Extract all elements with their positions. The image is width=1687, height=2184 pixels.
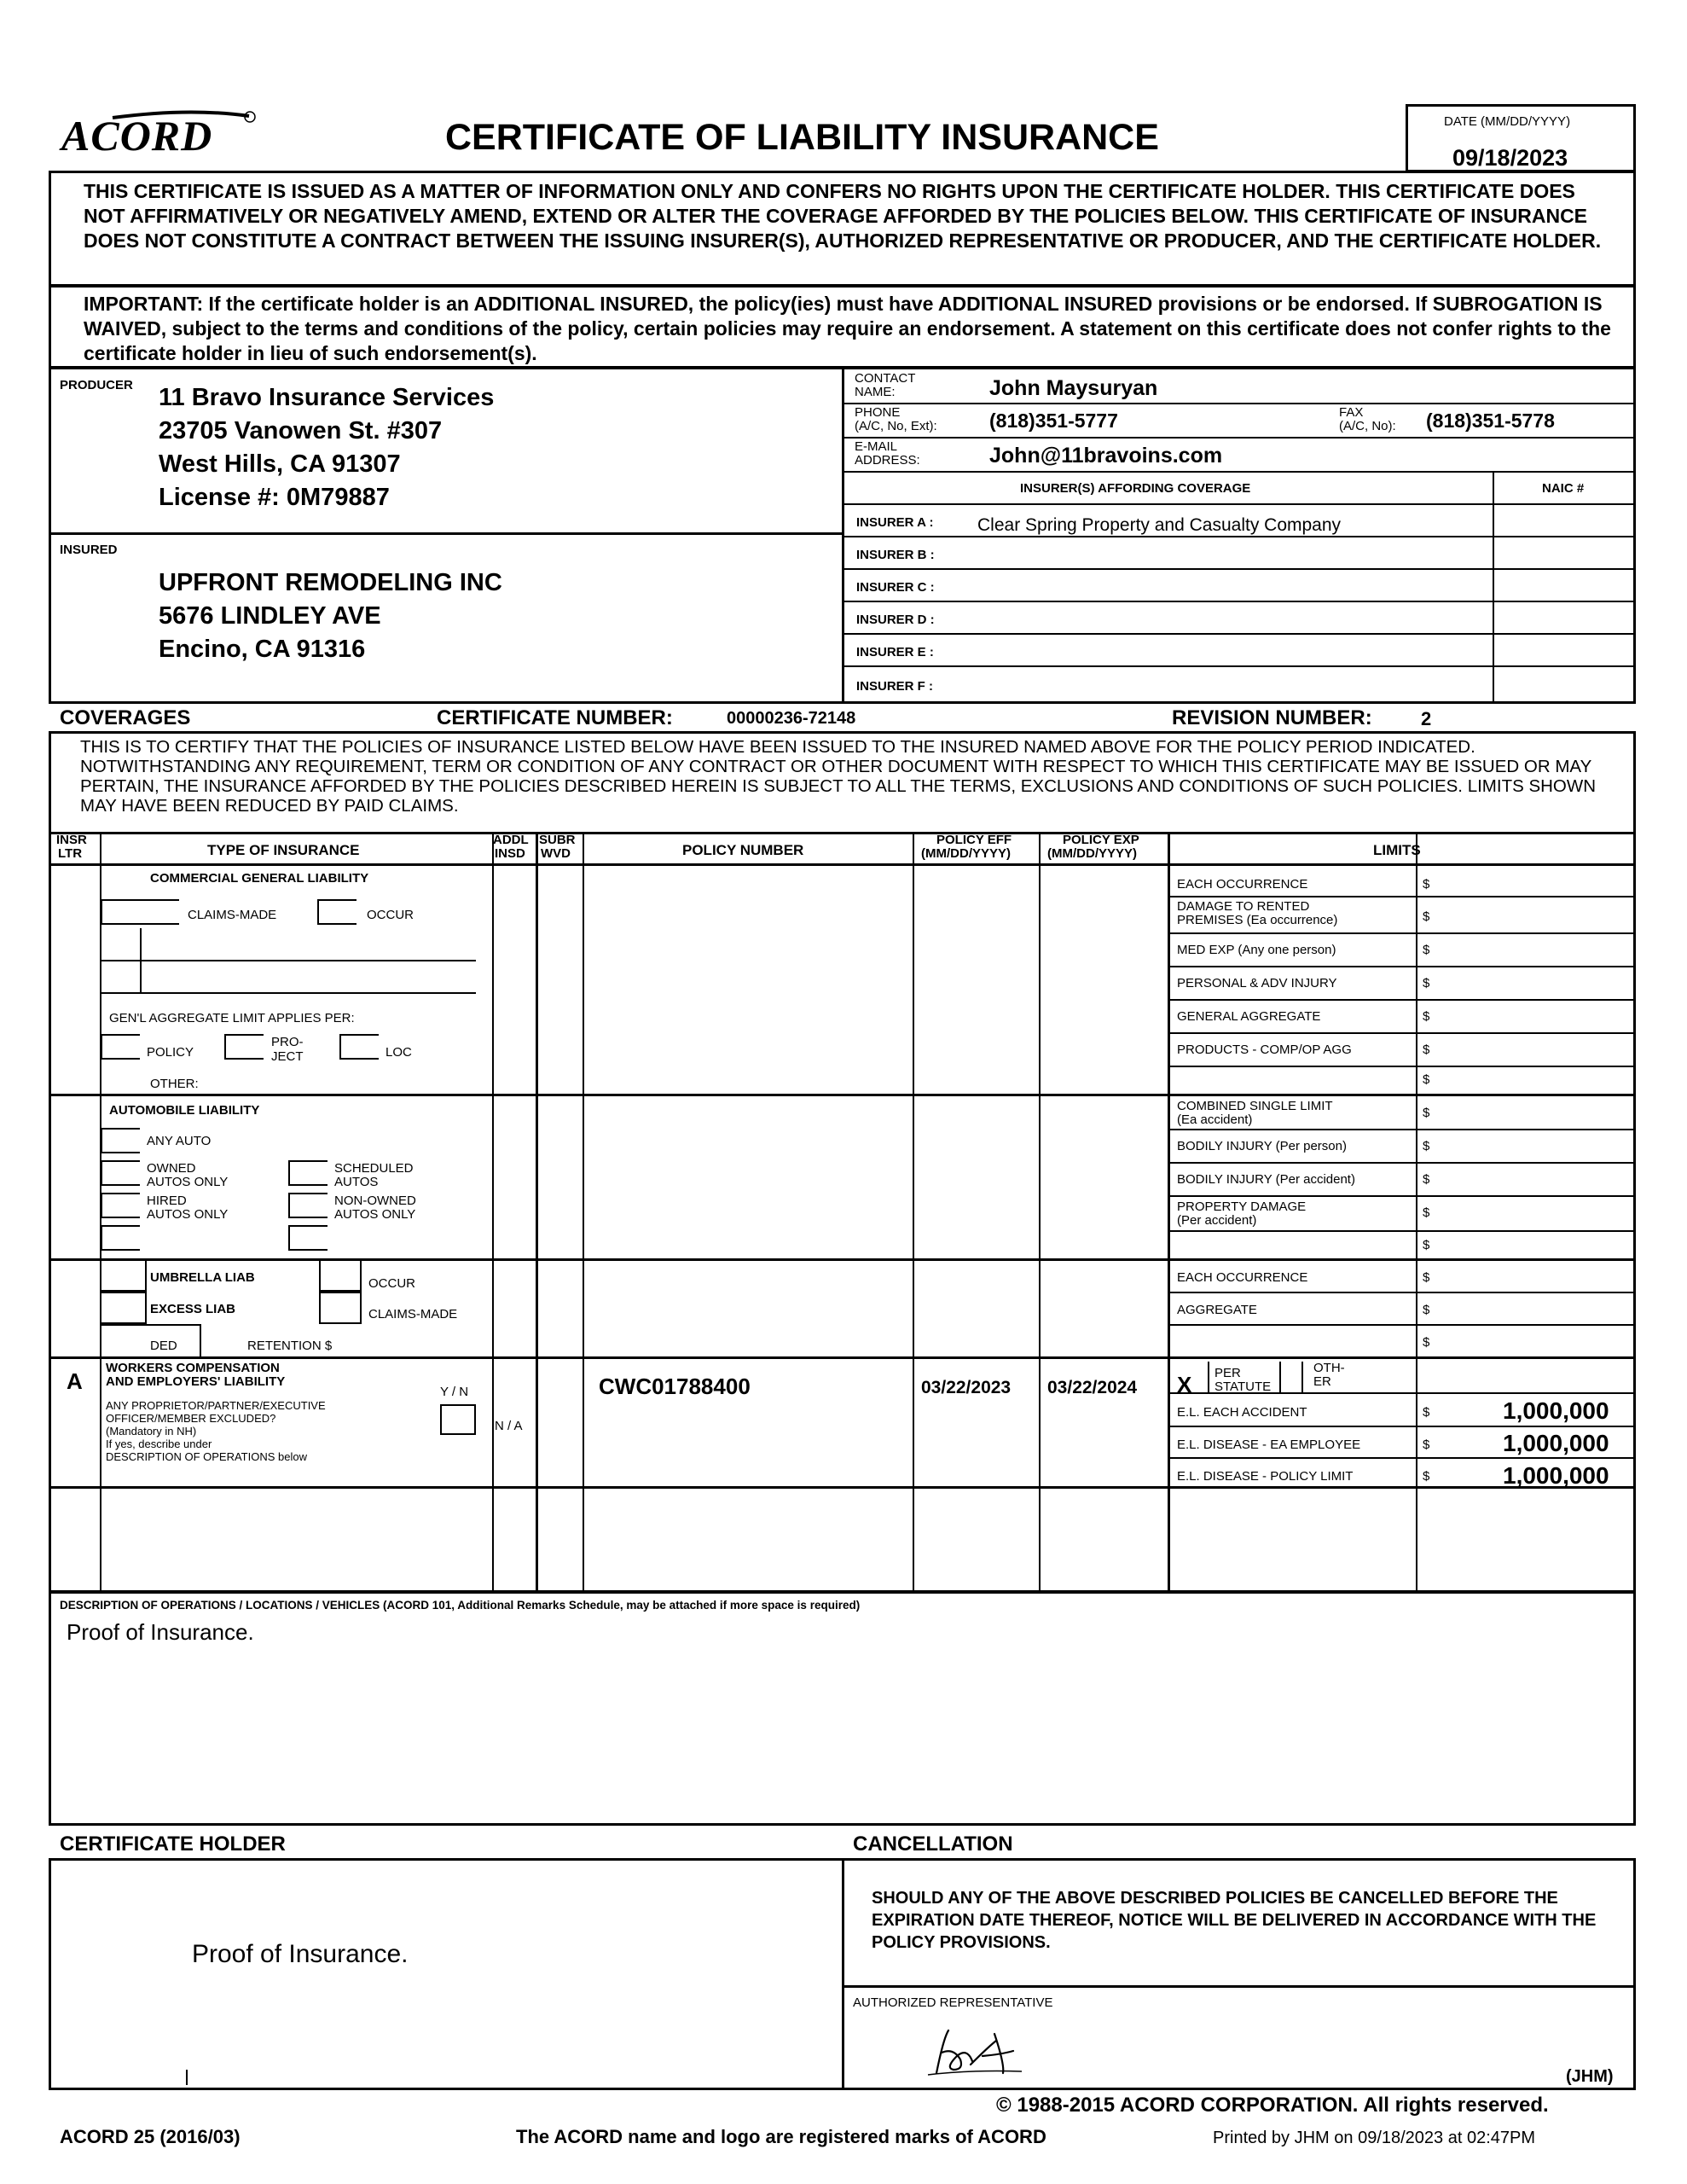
notice-text: THIS CERTIFICATE IS ISSUED AS A MATTER OF INFORMATION ONLY AND CONFERS NO RIGHTS UPON THE CERTIFICATE HOLDER. THIS CERTIFICATE DOES NOT AFFIRMATIVELY OR NEGATIVELY AMEND, EXTEND OR ALTER THE COVERAGE AFFORDED BY THE POLICIES BELOW. THIS CERTIFICATE OF INSURANCE DOES NOT CONSTITUTE A CONTRACT BETWEEN THE ISSUING INSURER(S), AUTHORIZED REPRESENTATIVE OR PRODUCER, AND THE CERTIFICATE HOLDER.: [84, 180, 1602, 252]
insured-address1: 5676 LINDLEY AVE: [159, 602, 381, 630]
wc-limit-policy-limit: E.L. DISEASE - POLICY LIMIT: [1177, 1469, 1354, 1484]
auto-limit-bi-accident: BODILY INJURY (Per accident): [1177, 1172, 1355, 1187]
gl-limit-line-6: [1168, 1066, 1636, 1067]
contact-line-3: [844, 471, 1636, 473]
col-subr: [536, 832, 538, 1593]
auto-limit-line-3: [1168, 1195, 1636, 1197]
owned-autos-label-1: OWNED: [147, 1161, 196, 1176]
revision-label: REVISION NUMBER:: [1172, 706, 1372, 729]
header-subr-1: SUBR: [539, 833, 576, 847]
header-exp-2: (MM/DD/YYYY): [1047, 846, 1137, 861]
occur-label: OCCUR: [367, 908, 414, 922]
oth-divider-a: [1301, 1362, 1303, 1394]
section-wc-blank: [49, 1486, 1636, 1489]
wc-dollar-2: $: [1423, 1438, 1430, 1452]
gl-limit-line-2: [1168, 932, 1636, 934]
gl-limit-line-1: [1168, 896, 1636, 897]
oth-label-2: ER: [1313, 1374, 1331, 1389]
nonowned-autos-label-1: NON-OWNED: [334, 1194, 416, 1208]
notice-box: [49, 171, 1636, 287]
insurer-d-label: INSURER D :: [856, 613, 935, 627]
printed-by: Printed by JHM on 09/18/2023 at 02:47PM: [1213, 2129, 1536, 2147]
insurer-line-2: [844, 568, 1636, 570]
producer-license: License #: 0M79887: [159, 484, 390, 511]
auto-limit-pd-2: (Per accident): [1177, 1213, 1257, 1228]
retention-label: RETENTION $: [247, 1339, 333, 1353]
per-statute-divider-b: [1279, 1362, 1281, 1394]
per-statute-label-1: PER: [1215, 1366, 1241, 1380]
date-box: [1406, 104, 1636, 172]
wc-any-1: ANY PROPRIETOR/PARTNER/EXECUTIVE: [106, 1399, 326, 1412]
gl-limit-each-occurrence: EACH OCCURRENCE: [1177, 877, 1308, 892]
scheduled-autos-label-2: AUTOS: [334, 1175, 379, 1189]
header-addl-2: INSD: [495, 846, 525, 861]
contact-line-2: [844, 437, 1636, 439]
gl-limit-line-5: [1168, 1032, 1636, 1034]
hired-autos-checkbox[interactable]: [101, 1193, 140, 1218]
header-eff-2: (MM/DD/YYYY): [921, 846, 1011, 861]
contact-fax-label-1: FAX: [1339, 405, 1364, 420]
gl-agg-applies: GEN'L AGGREGATE LIMIT APPLIES PER:: [109, 1011, 355, 1025]
header-addl-1: ADDL: [493, 833, 529, 847]
insured-address2: Encino, CA 91316: [159, 636, 366, 663]
gl-limit-personal-adv: PERSONAL & ADV INJURY: [1177, 976, 1337, 990]
producer-insured-divider: [49, 532, 844, 535]
holder-mark: [186, 2070, 188, 2085]
gl-blank-divider: [140, 928, 142, 992]
wc-yn-label: Y / N: [440, 1385, 469, 1399]
nonowned-autos-checkbox[interactable]: [288, 1193, 328, 1218]
wc-limit-line-2: [1168, 1457, 1636, 1459]
table-header-bottom: [49, 863, 1636, 866]
wc-each-accident-value: 1,000,000: [1503, 1397, 1609, 1424]
umbrella-occur-checkbox[interactable]: [319, 1261, 362, 1292]
contact-phone-label-2: (A/C, No, Ext):: [855, 419, 937, 433]
auto-limit-csl-2: (Ea accident): [1177, 1112, 1253, 1127]
agg-loc-checkbox[interactable]: [339, 1034, 379, 1060]
header-type: TYPE OF INSURANCE: [207, 842, 360, 858]
gl-blank-line-2: [101, 992, 476, 994]
wc-na-label: N / A: [495, 1419, 523, 1433]
table-header-top: [49, 832, 1636, 834]
section-umb-wc: [49, 1356, 1636, 1359]
copyright: © 1988-2015 ACORD CORPORATION. All rights reserved.: [996, 2094, 1549, 2117]
insured-label: INSURED: [60, 543, 118, 557]
auto-dollar-5: $: [1423, 1238, 1430, 1252]
header-policy-number: POLICY NUMBER: [682, 842, 804, 858]
gl-limit-damage-rented-2: PREMISES (Ea occurrence): [1177, 913, 1338, 927]
auto-dollar-3: $: [1423, 1172, 1430, 1187]
producer-address2: West Hills, CA 91307: [159, 450, 401, 478]
contact-name: John Maysuryan: [989, 376, 1158, 400]
excess-checkbox[interactable]: [101, 1292, 147, 1324]
cert-number: 00000236-72148: [727, 709, 856, 728]
umbrella-claims-made-label: CLAIMS-MADE: [368, 1307, 458, 1321]
wc-ea-employee-value: 1,000,000: [1503, 1430, 1609, 1456]
contact-phone-label-1: PHONE: [855, 405, 901, 420]
contact-email: John@11bravoins.com: [989, 444, 1223, 468]
contact-name-label-1: CONTACT: [855, 371, 916, 386]
header-limits: LIMITS: [1373, 842, 1421, 858]
occur-checkbox[interactable]: [317, 899, 357, 925]
umb-limit-each-occurrence: EACH OCCURRENCE: [1177, 1270, 1308, 1285]
gl-limit-damage-rented-1: DAMAGE TO RENTED: [1177, 899, 1310, 914]
agg-project-checkbox[interactable]: [224, 1034, 264, 1060]
gl-dollar-2: $: [1423, 909, 1430, 924]
col-policy: [583, 832, 584, 1593]
gl-dollar-1: $: [1423, 877, 1430, 892]
agg-policy-label: POLICY: [147, 1045, 194, 1060]
col-eff: [913, 832, 914, 1593]
insurer-e-label: INSURER E :: [856, 645, 934, 659]
claims-made-label: CLAIMS-MADE: [188, 908, 277, 922]
excess-label: EXCESS LIAB: [150, 1302, 236, 1316]
col-limits: [1168, 832, 1170, 1593]
contact-line-4: [844, 503, 1636, 505]
auto-limit-line-4: [1168, 1230, 1636, 1232]
cancellation-label: CANCELLATION: [853, 1833, 1013, 1856]
holder-label: CERTIFICATE HOLDER: [60, 1833, 286, 1856]
holder-text: Proof of Insurance.: [192, 1940, 409, 1968]
wc-title-2: AND EMPLOYERS' LIABILITY: [106, 1374, 286, 1389]
umb-limit-aggregate: AGGREGATE: [1177, 1303, 1257, 1317]
agg-project-label-1: PRO-: [271, 1035, 304, 1049]
wc-limit-each-accident: E.L. EACH ACCIDENT: [1177, 1405, 1307, 1420]
description-box: [49, 1591, 1636, 1826]
umbrella-occur-label: OCCUR: [368, 1276, 415, 1291]
section-auto-umb: [49, 1258, 1636, 1261]
gl-dollar-6: $: [1423, 1043, 1430, 1057]
contact-fax-label-2: (A/C, No):: [1339, 419, 1396, 433]
contact-name-label-2: NAME:: [855, 385, 896, 399]
umb-dollar-1: $: [1423, 1270, 1430, 1285]
col-exp: [1039, 832, 1041, 1593]
any-auto-checkbox[interactable]: [101, 1128, 140, 1153]
gl-dollar-3: $: [1423, 943, 1430, 957]
coverages-label: COVERAGES: [60, 706, 191, 729]
umb-dollar-2: $: [1423, 1303, 1430, 1317]
auto-limit-line-1: [1168, 1129, 1636, 1130]
description-text: Proof of Insurance.: [67, 1619, 254, 1645]
owned-autos-label-2: AUTOS ONLY: [147, 1175, 229, 1189]
producer-address1: 23705 Vanowen St. #307: [159, 417, 443, 444]
registered-marks: The ACORD name and logo are registered marks of ACORD: [516, 2126, 1046, 2147]
claims-made-checkbox[interactable]: [101, 899, 179, 925]
auto-blank-checkbox-2[interactable]: [288, 1225, 328, 1251]
signature-icon: [919, 2022, 1039, 2078]
per-statute-divider-a: [1208, 1362, 1209, 1394]
agg-project-label-2: JECT: [271, 1049, 304, 1064]
auto-limit-bi-person: BODILY INJURY (Per person): [1177, 1139, 1347, 1153]
insurers-header: INSURER(S) AFFORDING COVERAGE: [1020, 481, 1251, 496]
wc-limit-line-0: [1168, 1392, 1636, 1394]
insurer-line-3: [844, 601, 1636, 602]
insurer-line-4: [844, 633, 1636, 635]
auto-dollar-2: $: [1423, 1139, 1430, 1153]
auto-dollar-1: $: [1423, 1106, 1430, 1120]
per-statute-mark: X: [1177, 1372, 1192, 1397]
umb-dollar-3: $: [1423, 1335, 1430, 1350]
insurer-line-1: [844, 536, 1636, 537]
umb-limit-line-1: [1168, 1292, 1636, 1293]
oth-label-1: OTH-: [1313, 1361, 1345, 1375]
form-number: ACORD 25 (2016/03): [60, 2126, 241, 2147]
auto-blank-checkbox[interactable]: [101, 1225, 140, 1251]
auto-title: AUTOMOBILE LIABILITY: [109, 1103, 260, 1118]
header-insr-1: INSR: [56, 833, 87, 847]
any-auto-label: ANY AUTO: [147, 1134, 212, 1148]
page-title: CERTIFICATE OF LIABILITY INSURANCE: [445, 117, 1159, 158]
insured-name: UPFRONT REMODELING INC: [159, 569, 502, 596]
agg-policy-checkbox[interactable]: [101, 1034, 140, 1060]
gl-limit-line-3: [1168, 966, 1636, 967]
important-box: [49, 285, 1636, 369]
auto-limit-pd-1: PROPERTY DAMAGE: [1177, 1199, 1307, 1214]
logo-swoosh-icon: [61, 109, 258, 169]
acord-logo: [61, 109, 258, 169]
per-statute-label-2: STATUTE: [1215, 1380, 1272, 1394]
wc-dollar-1: $: [1423, 1405, 1430, 1420]
col-addl: [492, 832, 494, 1593]
owned-autos-checkbox[interactable]: [101, 1160, 140, 1186]
section-gl-auto: [49, 1094, 1636, 1096]
wc-limit-line-1: [1168, 1426, 1636, 1427]
contact-line-1: [844, 403, 1636, 404]
wc-exp-date: 03/22/2024: [1047, 1378, 1138, 1397]
gl-dollar-7: $: [1423, 1072, 1430, 1087]
auth-rep-initials: (JHM): [1566, 2067, 1614, 2086]
wc-any-2: OFFICER/MEMBER EXCLUDED?: [106, 1412, 276, 1425]
gl-limit-line-4: [1168, 999, 1636, 1001]
wc-limit-ea-employee: E.L. DISEASE - EA EMPLOYEE: [1177, 1438, 1361, 1452]
nonowned-autos-label-2: AUTOS ONLY: [334, 1207, 416, 1222]
col-limits-value: [1416, 832, 1417, 1593]
gl-other-label: OTHER:: [150, 1077, 199, 1091]
acord-logo-text: ACORD: [61, 112, 213, 160]
umbrella-claims-made-checkbox[interactable]: [319, 1292, 362, 1324]
header-subr-2: WVD: [541, 846, 571, 861]
insurer-c-label: INSURER C :: [856, 580, 935, 595]
auto-dollar-4: $: [1423, 1205, 1430, 1220]
umb-limit-line-2: [1168, 1324, 1636, 1326]
gl-limit-general-agg: GENERAL AGGREGATE: [1177, 1009, 1321, 1024]
wc-any-5: DESCRIPTION OF OPERATIONS below: [106, 1450, 307, 1463]
revision-number: 2: [1421, 708, 1432, 729]
insurer-a-name: Clear Spring Property and Casualty Company: [977, 515, 1342, 535]
wc-any-3: (Mandatory in NH): [106, 1425, 197, 1438]
header-insr-2: LTR: [58, 846, 83, 861]
wc-any-4: If yes, describe under: [106, 1438, 212, 1450]
auto-limit-csl-1: COMBINED SINGLE LIMIT: [1177, 1099, 1333, 1113]
umbrella-checkbox[interactable]: [101, 1261, 147, 1292]
auth-rep-label: AUTHORIZED REPRESENTATIVE: [853, 1995, 1053, 2010]
important-text: IMPORTANT: If the certificate holder is an ADDITIONAL INSURED, the policy(ies) must have ADDITIONAL INSURED provisions or be endorsed. If SUBROGATION IS WAIVED, subject to the terms and conditions of the policy, certain policies may require an endorsement. A statement on this certificate does not confer rights to the certificate holder in lieu of such endorsement(s).: [84, 293, 1611, 364]
producer-label: PRODUCER: [60, 378, 133, 392]
hired-autos-label-1: HIRED: [147, 1194, 187, 1208]
wc-excluded-checkbox[interactable]: [440, 1404, 476, 1435]
contact-email-label-2: ADDRESS:: [855, 453, 920, 468]
scheduled-autos-checkbox[interactable]: [288, 1160, 328, 1186]
scheduled-autos-label-1: SCHEDULED: [334, 1161, 414, 1176]
header-exp-1: POLICY EXP: [1063, 833, 1139, 847]
wc-dollar-3: $: [1423, 1469, 1430, 1484]
contact-fax: (818)351-5778: [1426, 410, 1555, 432]
insurer-f-label: INSURER F :: [856, 679, 933, 694]
wc-title-1: WORKERS COMPENSATION: [106, 1361, 280, 1375]
gl-limit-products: PRODUCTS - COMP/OP AGG: [1177, 1043, 1352, 1057]
gl-dollar-4: $: [1423, 976, 1430, 990]
header-eff-1: POLICY EFF: [936, 833, 1012, 847]
date-value: 09/18/2023: [1452, 145, 1568, 171]
insurer-a-label: INSURER A :: [856, 515, 934, 530]
gl-limit-med-exp: MED EXP (Any one person): [1177, 943, 1336, 957]
insurer-b-label: INSURER B :: [856, 548, 935, 562]
gl-blank-line-1: [101, 960, 476, 961]
certify-text: THIS IS TO CERTIFY THAT THE POLICIES OF INSURANCE LISTED BELOW HAVE BEEN ISSUED TO THE INSURED NAMED ABOVE FOR THE POLICY PERIOD INDICATED. NOTWITHSTANDING ANY REQUIREMENT, TERM OR CONDITION OF ANY CONTRACT OR OTHER DOCUMENT WITH RESPECT TO WHICH THIS CERTIFICATE MAY BE ISSUED OR MAY PERTAIN, THE INSURANCE AFFORDED BY THE POLICIES DESCRIBED HEREIN IS SUBJECT TO ALL THE TERMS, EXCLUSIONS AND CONDITIONS OF SUCH POLICIES. LIMITS SHOWN MAY HAVE BEEN REDUCED BY PAID CLAIMS.: [80, 737, 1597, 816]
description-label: DESCRIPTION OF OPERATIONS / LOCATIONS / VEHICLES (ACORD 101, Additional Remarks Schedule, may be attached if more space is required): [60, 1599, 861, 1612]
auto-limit-line-2: [1168, 1162, 1636, 1164]
contact-phone: (818)351-5777: [989, 410, 1118, 432]
cancellation-text: SHOULD ANY OF THE ABOVE DESCRIBED POLICIES BE CANCELLED BEFORE THE EXPIRATION DATE THEREOF, NOTICE WILL BE DELIVERED IN ACCORDANCE WITH THE POLICY PROVISIONS.: [872, 1889, 1597, 1952]
umbrella-label: UMBRELLA LIAB: [150, 1270, 255, 1285]
gl-dollar-5: $: [1423, 1009, 1430, 1024]
producer-name: 11 Bravo Insurance Services: [159, 384, 495, 411]
contact-email-label-1: E-MAIL: [855, 439, 898, 454]
ded-label: DED: [150, 1339, 177, 1353]
naic-header: NAIC #: [1542, 481, 1585, 496]
cert-number-label: CERTIFICATE NUMBER:: [437, 706, 673, 729]
wc-policy-limit-value: 1,000,000: [1503, 1462, 1609, 1489]
insurer-line-5: [844, 665, 1636, 667]
date-label: DATE (MM/DD/YYYY): [1444, 114, 1571, 129]
naic-divider: [1493, 471, 1494, 704]
wc-policy-number: CWC01788400: [599, 1374, 751, 1399]
gl-title: COMMERCIAL GENERAL LIABILITY: [150, 871, 369, 886]
hired-autos-label-2: AUTOS ONLY: [147, 1207, 229, 1222]
wc-insurer-letter: A: [67, 1368, 83, 1394]
holder-divider: [842, 1858, 844, 2090]
auth-rep-divider: [844, 1985, 1636, 1988]
agg-loc-label: LOC: [386, 1045, 412, 1060]
wc-eff-date: 03/22/2023: [921, 1378, 1012, 1397]
